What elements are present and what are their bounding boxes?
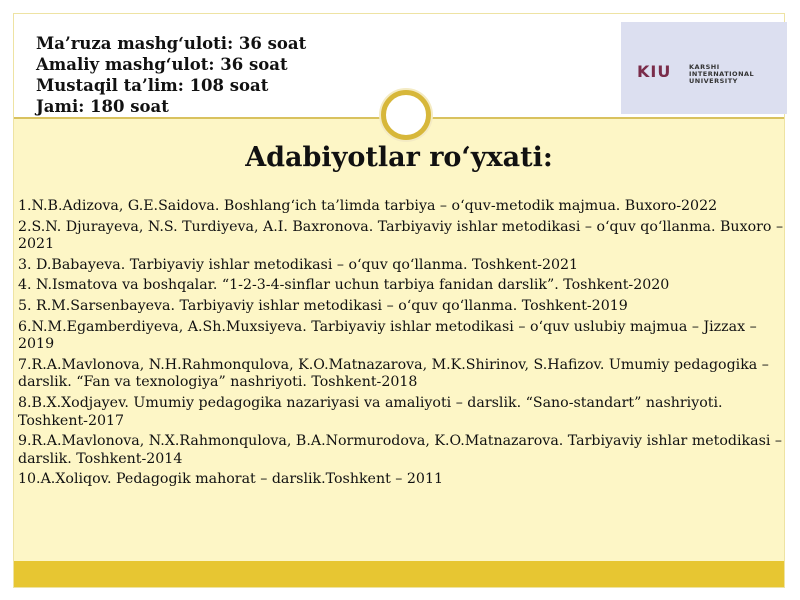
reference-item: 10.A.Xoliqov. Pedagogik mahorat – darslik.Toshkent – 2011: [18, 471, 444, 488]
reference-item: 2.S.N. Djurayeva, N.S. Turdiyeva, A.I. Baxronova. Tarbiyaviy ishlar metodikasi – o‘quv qo‘llanma. Buxoro – 2021: [18, 218, 784, 253]
reference-item: 3. D.Babayeva. Tarbiyaviy ishlar metodikasi – o‘quv qo‘llanma. Toshkent-2021: [18, 256, 579, 273]
logo-mark-text: KIU: [637, 62, 672, 81]
reference-item: 6.N.M.Egamberdiyeva, A.Sh.Muxsiyeva. Tarbiyaviy ishlar metodikasi – o‘quv uslubiy majmua – Jizzax – 2019: [18, 318, 757, 353]
practical-hours: Amaliy mashg‘ulot: 36 soat: [36, 55, 288, 74]
decorative-circle-icon: [381, 90, 431, 140]
reference-item: 5. R.M.Sarsenbayeva. Tarbiyaviy ishlar metodikasi – o‘quv qo‘llanma. Toshkent-2019: [18, 297, 628, 314]
logo-mark: [637, 62, 671, 81]
total-hours: Jami: 180 soat: [36, 97, 169, 116]
page-title: Adabiyotlar ro‘yxati:: [245, 142, 553, 173]
lecture-hours: Ma’ruza mashg‘uloti: 36 soat: [36, 34, 307, 53]
reference-list: [18, 198, 788, 492]
logo-line-3: UNIVERSITY: [689, 77, 738, 85]
footer-bar: [14, 561, 784, 587]
logo-line-1: KARSHI: [689, 63, 720, 71]
reference-item: 8.B.X.Xodjayev. Umumiy pedagogika nazariyasi va amaliyoti – darslik. “Sano-standart” nashriyoti. Toshkent-2017: [18, 394, 723, 429]
reference-item: 7.R.A.Mavlonova, N.H.Rahmonqulova, K.O.Matnazarova, M.K.Shirinov, S.Hafizov. Umumiy pedagogika – darslik. “Fan va texnologiya” nashriyoti. Toshkent-2018: [18, 356, 769, 391]
course-hours: [36, 33, 306, 117]
university-logo: [621, 22, 787, 114]
logo-wordmark: [689, 64, 754, 85]
logo-line-2: INTERNATIONAL: [689, 70, 755, 78]
slide: [13, 13, 785, 588]
reference-item: 9.R.A.Mavlonova, N.X.Rahmonqulova, B.A.Normurodova, K.O.Matnazarova. Tarbiyaviy ishlar metodikasi – darslik. Toshkent-2014: [18, 433, 783, 467]
independent-study-hours: Mustaqil ta’lim: 108 soat: [36, 76, 269, 95]
reference-item: 1.N.B.Adizova, G.E.Saidova. Boshlang‘ich ta’limda tarbiya – o‘quv-metodik majmua. Buxoro-2022: [18, 198, 718, 214]
reference-item: 4. N.Ismatova va boshqalar. “1-2-3-4-sinflar uchun tarbiya fanidan darslik”. Toshkent-2020: [18, 277, 670, 294]
